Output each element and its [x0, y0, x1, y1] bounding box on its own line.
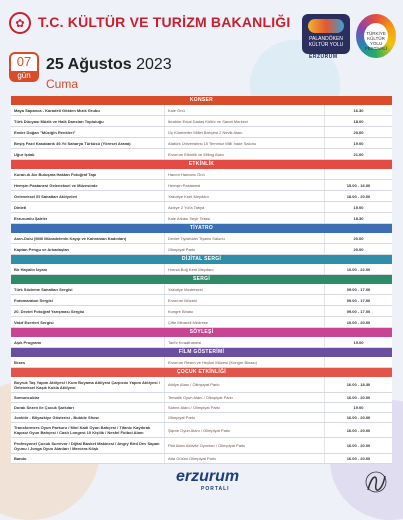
palandoken-logo-band [308, 19, 344, 33]
event-time: 10.00 - 20.00 [346, 319, 371, 325]
event-name: Fotomaraton Sergisi [11, 295, 165, 305]
event-name: Aşık Programı [11, 337, 165, 347]
event-venue: Sahne Alanı / Olimpiyat Parkı [165, 403, 325, 412]
event-venue: Plat Alanı Aktivite Oyunları / Olimpiyat Parkı [165, 438, 325, 453]
palandoken-logo-line-2: KÜLTÜR YOLU [308, 42, 344, 48]
ministry-title: T.C. KÜLTÜR VE TURİZM BAKANLIĞI [38, 14, 291, 30]
event-venue: Olimpiyat Parkı [165, 244, 325, 254]
event-name: Uğur Işılak [11, 149, 165, 159]
event-name: Transformers Oyun Parkuru / Mini Kadi Oyun Bahçesi / Titanic Kaydırak Kapısız Oyun Bahçesi / Cash Longest 10 Kişilik / Nesfel Futbol Alanı [11, 423, 165, 437]
event-time: 19.00 [353, 405, 364, 410]
event-venue: Yakutiye Kent Meydanı [165, 191, 325, 201]
schedule-row [11, 213, 392, 224]
event-venue: Çifte Minareli Medrese [165, 317, 325, 327]
day-word: gün [11, 71, 37, 81]
event-time: 18.30 [353, 215, 364, 221]
schedule-row [11, 393, 392, 403]
event-time: 09.00 - 17.00 [346, 308, 371, 314]
schedule-row [11, 357, 392, 368]
event-time: 20.00 [353, 129, 364, 135]
event-name: Jonklör - Bilyazkiye Gösterisi - Bubble Show [11, 413, 165, 422]
schedule-row [11, 295, 392, 306]
schedule-row [11, 454, 392, 464]
erzurum-label: ERZURUM [309, 54, 338, 60]
event-venue: Üç Kümbetler Millet Bahçesi 2 Nevik Alanı [165, 127, 325, 137]
event-venue: Hınısa Boğ Kent Meydanı [165, 264, 325, 274]
event-name: Geleneksel El Sanatları Atölyeleri [11, 191, 165, 201]
weekday: Cuma [46, 77, 79, 91]
day-badge [9, 52, 39, 82]
event-time: 20.00 [353, 235, 364, 241]
schedule-row [11, 284, 392, 295]
event-venue: Atatürk Üniversitesi 15 Temmuz Millî İrade Salonu [165, 138, 325, 148]
schedule-row [11, 202, 392, 213]
event-time: 16.00 - 20.00 [346, 427, 371, 433]
turkiye-culture-road-logo [356, 14, 396, 58]
schedule-row [11, 403, 392, 413]
event-venue: Tarihi Kıraathanesi [165, 337, 325, 347]
event-venue: Tematik Oyun Alanı / Olimpiyat Parkı [165, 393, 325, 402]
event-time: 16.00 - 20.00 [346, 443, 371, 448]
event-time: 10.00 - 22.00 [346, 266, 371, 272]
event-venue: Hemşin Pastanesi [165, 180, 325, 190]
event-name: Bando [11, 454, 165, 463]
event-name: Somuncuklar [11, 393, 165, 402]
event-name: Ender Doğan "Müziğin Renkleri" [11, 127, 165, 137]
schedule-row [11, 317, 392, 328]
section-header: DİJİTAL SERGİ [11, 255, 392, 264]
schedule-row [11, 138, 392, 149]
event-name: Asın-Dolu (Milli Mücadelenin Kayıp ve Kahraman Kadınları) [11, 233, 165, 243]
event-venue: Olimpiyat Parkı [165, 413, 325, 422]
event-venue: Erzurum Etkinlik ve Miting Alanı [165, 149, 325, 159]
schedule-row [11, 377, 392, 393]
event-venue: Azizye 2 Yol'a Tabya [165, 202, 325, 212]
event-name: Erzurumlu Şairler [11, 213, 165, 223]
schedule-row [11, 180, 392, 191]
event-venue: Erzurum Müzesi [165, 295, 325, 305]
schedule-row [11, 105, 392, 116]
section-header: FİLM GÖSTERİMİ [11, 348, 392, 357]
turkiye-logo-line-3: FESTİVALİ [364, 46, 388, 51]
event-name: Profesyonel Çocuk Survivor / Dijital Basket Makinesi / Angry Bird Dev Sapan Oyunu / Jonga Oyun Alanları / Mercera Köşk [11, 438, 165, 453]
event-time [325, 169, 392, 179]
event-venue: Kongre Binası [165, 306, 325, 316]
schedule-row [11, 438, 392, 454]
event-time [325, 357, 392, 367]
event-name: Türk Sözleme Sanatları Sergisi [11, 284, 165, 294]
event-time: 19.00 [353, 140, 364, 146]
schedule-row [11, 191, 392, 202]
section-header: SERGİ [11, 275, 392, 284]
event-time: 16.00 - 18.30 [346, 382, 371, 387]
event-time: 18.00 - 20.00 [346, 193, 371, 199]
event-venue: İbrahim Erkal Dadaş Kültür ve Sanat Merkezi [165, 116, 325, 126]
event-time: 16.30 [353, 107, 364, 113]
schedule-row [11, 306, 392, 317]
event-venue: Atta Gülüm Olimpiyat Parkı [165, 454, 325, 463]
event-time: 19.00 [353, 339, 364, 345]
event-name: 20. Devlet Fotoğraf Yarışması Sergisi [11, 306, 165, 316]
event-name: Kuran-ık Acı Buluşma Haktan Fotoğraf Tapı [11, 169, 165, 179]
event-time: 09.00 - 17.00 [346, 297, 371, 303]
section-header: ETKİNLİK [11, 160, 392, 169]
schedule-row [11, 169, 392, 180]
section-header: KONSER [11, 96, 392, 105]
event-time: 18.00 [353, 118, 364, 124]
event-time: 21.00 [353, 151, 364, 157]
date-day-month: 25 Ağustos [46, 56, 132, 73]
event-time: 16.00 - 20.00 [346, 395, 371, 400]
event-name: Kaptan Pengu ve Arkadaşları [11, 244, 165, 254]
event-venue: Kale Arkası Seyir Terası [165, 213, 325, 223]
turkiye-logo-line-1: TÜRKİYE [366, 31, 386, 36]
turkiye-logo-text [364, 23, 388, 49]
event-name: Dorak Sezen ile Çocuk Şarkıları [11, 403, 165, 412]
date-title [46, 56, 172, 74]
event-name: Bir Hayalin İzyanı [11, 264, 165, 274]
event-time: 09.00 - 17.00 [346, 286, 371, 292]
schedule-row [11, 413, 392, 423]
schedule-row [11, 116, 392, 127]
signature-mark-icon [364, 470, 388, 494]
date-year: 2023 [136, 56, 172, 73]
header [0, 0, 403, 60]
portal-logo-text: erzurum [176, 468, 240, 485]
day-number: 07 [16, 54, 32, 69]
event-venue: Kale Önü [165, 105, 325, 115]
event-time: 15.00 - 16.00 [346, 182, 371, 188]
erzurum-portal-logo [176, 468, 240, 492]
event-name: Hemşin Pastanesi Geleneksel ve Müzesinde [11, 180, 165, 190]
event-name: Beşiş Fazıl Kasabarık 49.Yıl Saharya Türküsü (Yöresel Arana) [11, 138, 165, 148]
section-header: SÖYLEŞİ [11, 328, 392, 337]
event-time: 20.00 [353, 246, 364, 252]
event-venue: Atölye Alanı / Olimpiyat Parkı [165, 377, 325, 392]
schedule-row [11, 233, 392, 244]
event-name: Maya Sapanca - Karadeli Gökten Mızık Grubu [11, 105, 165, 115]
event-venue: Erzurum Resim ve Heykel Müzesi (Kongre Binası) [165, 357, 325, 367]
palandoken-logo-line-1: PALANDÖKEN [309, 36, 343, 42]
portal-logo-sub: PORTALI [201, 486, 230, 492]
event-name: İlkses [11, 357, 165, 367]
event-time: 16.00 - 20.00 [346, 456, 371, 461]
turkiye-logo-line-2: KÜLTÜR YOLU [367, 36, 385, 46]
event-venue: Şişme Oyun Alanı / Olimpiyat Parkı [165, 423, 325, 437]
event-name: Dinleti [11, 202, 165, 212]
schedule-row [11, 127, 392, 138]
schedule-row [11, 149, 392, 160]
schedule-table [11, 96, 392, 464]
event-venue: Devlet Tiyatroları Tiyatro Salonu [165, 233, 325, 243]
ministry-emblem-icon: ✿ [9, 12, 31, 34]
event-name: Vakıf Eserleri Sergisi [11, 317, 165, 327]
event-name: Türk Dünyası Müzik ve Halk Dansları Topluluğu [11, 116, 165, 126]
event-time: 15.00 [353, 204, 364, 210]
event-venue: Yakutiye Medresesi [165, 284, 325, 294]
event-time: 16.00 - 20.00 [346, 415, 371, 420]
schedule-row [11, 337, 392, 348]
schedule-row [11, 423, 392, 438]
event-venue: Hanım Hamamı Önü [165, 169, 325, 179]
section-header: TİYATRO [11, 224, 392, 233]
section-header: ÇOCUK ETKİNLİĞİ [11, 368, 392, 377]
schedule-row [11, 264, 392, 275]
schedule-row [11, 244, 392, 255]
event-name: Boyruk Taş Yapım Atölyesi / Kum Boyama Atölyesi Çarpıcısı Yapım Atölyesi / Geleneksel Kaşık Kukla Atölyesi [11, 377, 165, 392]
palandoken-festival-logo [302, 14, 350, 54]
